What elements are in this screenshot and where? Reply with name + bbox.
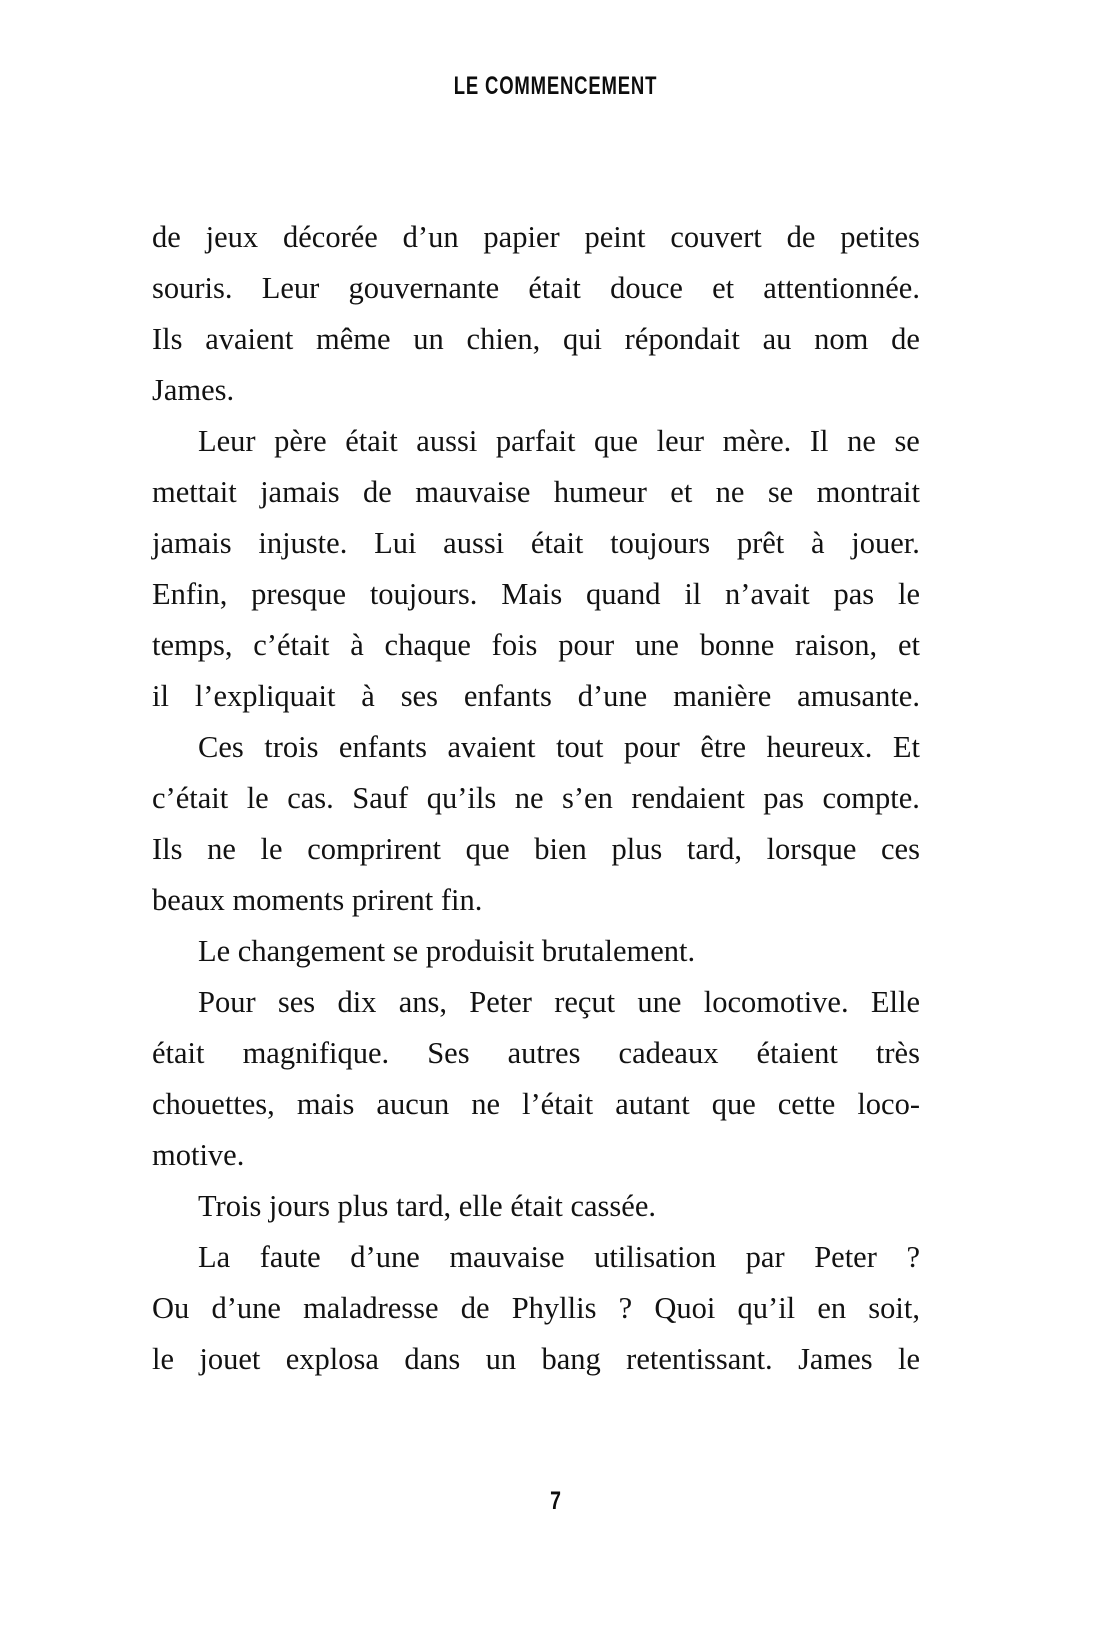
text-line: [152, 263, 920, 314]
word: Peter: [814, 1240, 877, 1274]
word: peint: [584, 220, 646, 254]
word: ?: [618, 1291, 633, 1325]
word: Ces: [198, 730, 244, 764]
word: Quoi: [654, 1291, 716, 1325]
word: dans: [404, 1342, 461, 1376]
word: chaque: [384, 628, 471, 662]
word: jeux: [205, 220, 259, 254]
word: souris.: [152, 271, 233, 305]
word: attentionnée.: [763, 271, 920, 305]
word: le: [260, 832, 283, 866]
word: Leur: [198, 424, 256, 458]
word: il: [684, 577, 702, 611]
word: Lui: [374, 526, 417, 560]
word: cadeaux: [618, 1036, 719, 1070]
word: toujours: [610, 526, 711, 560]
text-line: [152, 212, 920, 263]
word: étaient: [756, 1036, 838, 1070]
word: en: [817, 1291, 847, 1325]
word: chien,: [466, 322, 541, 356]
word: loco-: [857, 1087, 920, 1121]
word: à: [361, 679, 375, 713]
word: injuste.: [258, 526, 348, 560]
text-line: [152, 467, 920, 518]
word: une: [637, 985, 682, 1019]
word: faute: [259, 1240, 321, 1274]
text-line: [152, 977, 920, 1028]
word: Et: [892, 730, 920, 764]
word: c’était: [152, 781, 229, 815]
text-line: Trois jours plus tard, elle était cassée.: [198, 1189, 656, 1223]
word: temps,: [152, 628, 233, 662]
word: nom: [814, 322, 869, 356]
word: que: [594, 424, 639, 458]
word: raison,: [795, 628, 878, 662]
text-line: [152, 518, 920, 569]
text-line: [152, 773, 920, 824]
word: parfait: [495, 424, 576, 458]
word: ces: [881, 832, 920, 866]
word: toujours.: [369, 577, 478, 611]
word: ne: [847, 424, 876, 458]
word: Elle: [870, 985, 920, 1019]
text-line: [152, 1232, 920, 1283]
word: Il: [809, 424, 829, 458]
word: au: [762, 322, 792, 356]
word: presque: [251, 577, 347, 611]
word: utilisation: [594, 1240, 717, 1274]
word: de: [152, 220, 181, 254]
word: un: [485, 1342, 517, 1376]
word: James: [798, 1342, 873, 1376]
word: Ses: [427, 1036, 470, 1070]
word: et: [897, 628, 920, 662]
word: cas.: [287, 781, 334, 815]
word: un: [413, 322, 444, 356]
word: de: [786, 220, 816, 254]
word: tard,: [686, 832, 742, 866]
word: autres: [507, 1036, 581, 1070]
paragraph: [152, 722, 920, 926]
text-line: [152, 1028, 920, 1079]
word: ne: [514, 781, 544, 815]
word: de: [460, 1291, 490, 1325]
word: aucun: [376, 1087, 450, 1121]
word: de: [363, 475, 392, 509]
word: couvert: [670, 220, 762, 254]
word: ne: [715, 475, 745, 509]
word: le: [897, 1342, 920, 1376]
text-line: [152, 416, 920, 467]
word: ne: [207, 832, 236, 866]
word: c’était: [253, 628, 330, 662]
word: mère.: [722, 424, 792, 458]
word: bien: [534, 832, 587, 866]
text-line: [152, 1334, 920, 1385]
word: une: [634, 628, 679, 662]
word: jamais: [152, 526, 232, 560]
word: mauvaise: [449, 1240, 565, 1274]
word: aussi: [416, 424, 478, 458]
page-number: 7: [550, 1487, 561, 1515]
word: explosa: [285, 1342, 379, 1376]
word: qu’ils: [426, 781, 497, 815]
word: le: [897, 577, 920, 611]
word: mauvaise: [415, 475, 531, 509]
running-head: LE COMMENCEMENT: [453, 72, 658, 100]
word: dix: [337, 985, 377, 1019]
paragraph: [152, 212, 920, 416]
text-line: [152, 722, 920, 773]
word: plus: [611, 832, 663, 866]
word: chouettes,: [152, 1087, 275, 1121]
word: manière: [673, 679, 772, 713]
word: fois: [491, 628, 538, 662]
word: père: [274, 424, 327, 458]
word: répondait: [624, 322, 740, 356]
word: tout: [556, 730, 604, 764]
word: mettait: [152, 475, 237, 509]
word: enfants: [338, 730, 427, 764]
text-line: [152, 671, 920, 722]
word: locomotive.: [703, 985, 849, 1019]
word: pour: [558, 628, 615, 662]
paragraph: [152, 926, 920, 977]
word: il: [152, 679, 169, 713]
word: pas: [763, 781, 804, 815]
word: Ou: [152, 1291, 190, 1325]
word: le: [246, 781, 269, 815]
word: Sauf: [352, 781, 409, 815]
word: d’un: [402, 220, 459, 254]
text-line: Le changement se produisit brutalement.: [198, 934, 696, 968]
word: papier: [483, 220, 560, 254]
word: La: [198, 1240, 231, 1274]
word: que: [465, 832, 510, 866]
word: à: [350, 628, 364, 662]
word: ne: [471, 1087, 501, 1121]
word: ?: [906, 1240, 920, 1274]
word: et: [670, 475, 693, 509]
word: était: [528, 271, 581, 305]
word: enfants: [463, 679, 552, 713]
text-line: beaux moments prirent fin.: [152, 883, 483, 917]
text-line: James.: [152, 373, 235, 407]
word: leur: [656, 424, 705, 458]
word: d’une: [350, 1240, 420, 1274]
word: magnifique.: [242, 1036, 390, 1070]
word: trois: [264, 730, 319, 764]
word: lorsque: [766, 832, 857, 866]
word: aussi: [443, 526, 505, 560]
text-line: [152, 314, 920, 365]
word: l’expliquait: [194, 679, 336, 713]
paragraph: [152, 1181, 920, 1232]
text-line: [152, 620, 920, 671]
word: retentissant.: [626, 1342, 773, 1376]
word: montrait: [816, 475, 920, 509]
word: pas: [833, 577, 875, 611]
word: pour: [623, 730, 680, 764]
word: le: [152, 1342, 175, 1376]
text-line: motive.: [152, 1138, 245, 1172]
word: très: [875, 1036, 920, 1070]
word: cette: [777, 1087, 836, 1121]
text-line: [152, 1079, 920, 1130]
paragraph: [152, 977, 920, 1181]
word: amusante.: [797, 679, 920, 713]
word: Peter: [469, 985, 532, 1019]
word: avaient: [205, 322, 294, 356]
word: heureux.: [766, 730, 873, 764]
word: Pour: [198, 985, 256, 1019]
word: jouet: [199, 1342, 261, 1376]
paragraph: [152, 1232, 920, 1385]
word: Mais: [501, 577, 563, 611]
word: se: [894, 424, 920, 458]
word: humeur: [553, 475, 647, 509]
word: de: [891, 322, 920, 356]
word: Ils: [152, 322, 183, 356]
word: l’était: [522, 1087, 594, 1121]
word: jouer.: [851, 526, 920, 560]
word: compte.: [822, 781, 920, 815]
word: à: [811, 526, 825, 560]
word: était: [152, 1036, 205, 1070]
word: et: [712, 271, 735, 305]
paragraph: [152, 416, 920, 722]
word: douce: [610, 271, 683, 305]
word: autant: [615, 1087, 690, 1121]
word: même: [316, 322, 391, 356]
word: était: [530, 526, 584, 560]
word: quand: [585, 577, 661, 611]
word: petites: [840, 220, 920, 254]
word: décorée: [283, 220, 378, 254]
word: gouvernante: [348, 271, 500, 305]
word: avaient: [447, 730, 536, 764]
word: maladresse: [303, 1291, 439, 1325]
word: mais: [296, 1087, 355, 1121]
word: jamais: [260, 475, 340, 509]
word: d’une: [211, 1291, 281, 1325]
word: prêt: [736, 526, 785, 560]
word: rendaient: [631, 781, 745, 815]
word: bonne: [699, 628, 775, 662]
word: ans,: [398, 985, 447, 1019]
word: qu’il: [737, 1291, 796, 1325]
word: n’avait: [725, 577, 810, 611]
text-line: [152, 1283, 920, 1334]
text-line: [152, 824, 920, 875]
word: Enfin,: [152, 577, 228, 611]
word: reçut: [554, 985, 616, 1019]
word: comprirent: [307, 832, 441, 866]
word: être: [700, 730, 747, 764]
word: par: [745, 1240, 785, 1274]
body-text-block: [152, 212, 920, 1385]
word: Ils: [152, 832, 183, 866]
word: se: [767, 475, 794, 509]
word: qui: [562, 322, 602, 356]
text-line: [152, 569, 920, 620]
word: bang: [541, 1342, 601, 1376]
word: soit,: [868, 1291, 920, 1325]
word: que: [711, 1087, 756, 1121]
word: ses: [277, 985, 316, 1019]
word: était: [345, 424, 398, 458]
word: s’en: [562, 781, 613, 815]
word: Phyllis: [511, 1291, 597, 1325]
word: ses: [400, 679, 438, 713]
word: Leur: [261, 271, 320, 305]
word: d’une: [577, 679, 648, 713]
